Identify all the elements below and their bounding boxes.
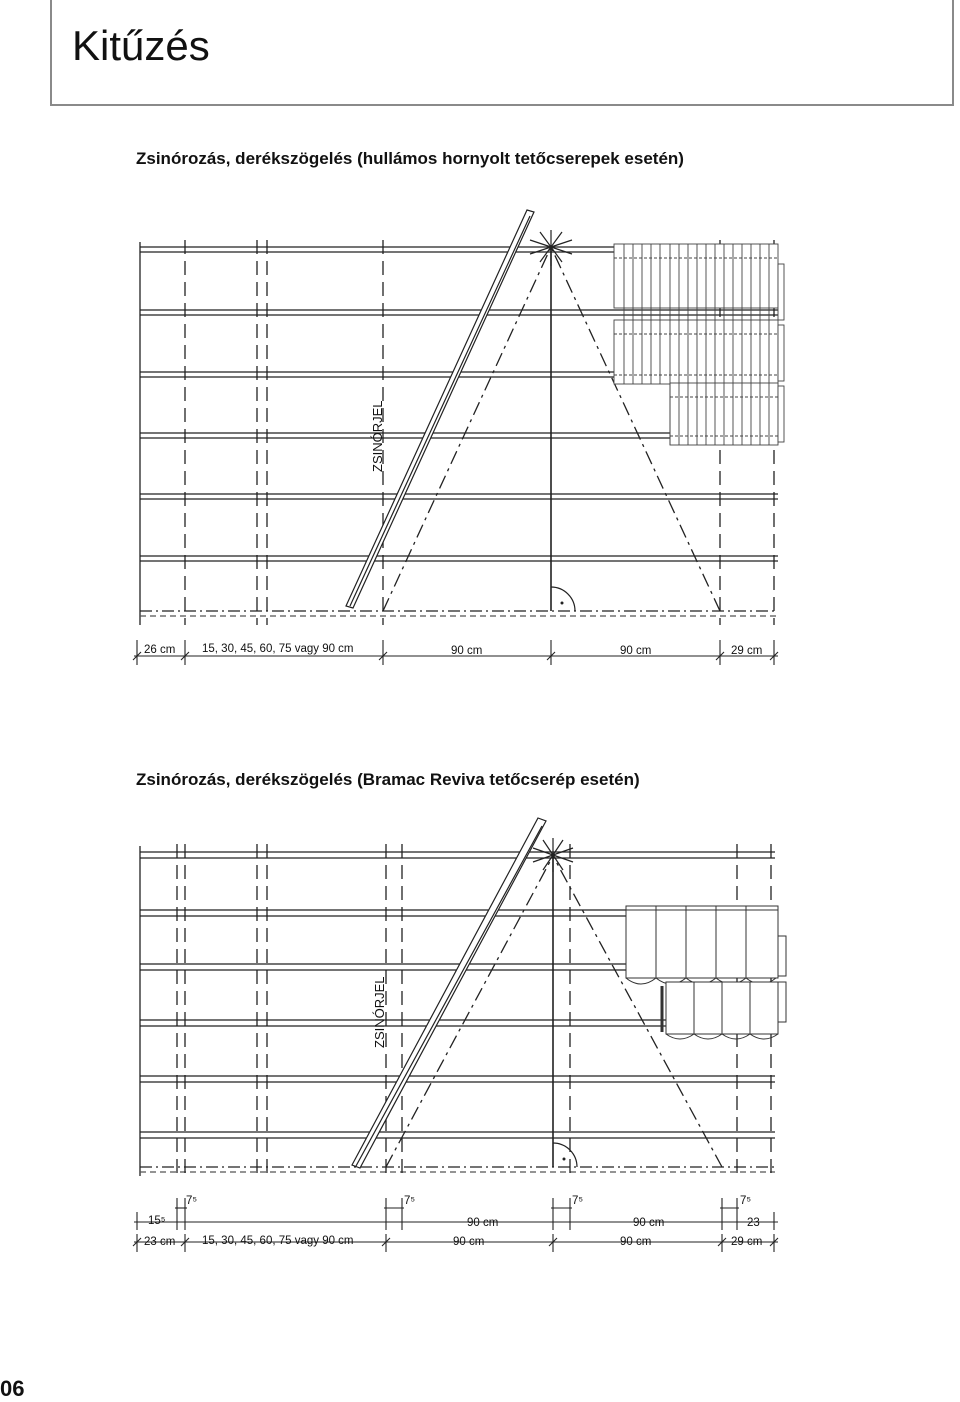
- dim-range-2: 15, 30, 45, 60, 75 vagy 90 cm: [202, 1235, 354, 1247]
- dim-29cm: 29 cm: [731, 645, 763, 657]
- dim-23cm: 23 cm: [144, 1236, 176, 1248]
- dim-90cm-left: 90 cm: [451, 645, 483, 657]
- dim-90cm-upper-right: 90 cm: [633, 1217, 665, 1229]
- diagram-reviva-tiles: [0, 810, 960, 1280]
- string-mark-label: ZSINÓRJEL: [370, 400, 385, 472]
- page-title: Kitűzés: [72, 22, 210, 69]
- reviva-tiles: [626, 906, 786, 1039]
- upper-dimension-line: [134, 1198, 778, 1230]
- dim-7-5-a: 7⁵: [186, 1195, 198, 1207]
- dim-90cm-lower-right: 90 cm: [620, 1236, 652, 1248]
- page-number: 06: [0, 1376, 25, 1401]
- dim-15-5: 15⁵: [148, 1215, 166, 1227]
- dim-29cm-2: 29 cm: [731, 1236, 763, 1248]
- title-box: [50, 0, 954, 106]
- dim-90cm-right: 90 cm: [620, 645, 652, 657]
- dim-7-5-d: 7⁵: [740, 1195, 752, 1207]
- dim-7-5-c: 7⁵: [572, 1195, 584, 1207]
- diagram-corrugated-tiles: [0, 200, 960, 680]
- dim-26cm: 26 cm: [144, 644, 176, 656]
- section2-caption: Zsinórozás, derékszögelés (Bramac Reviva tetőcserép esetén): [136, 770, 640, 789]
- string-mark-label: ZSINÓRJEL: [372, 976, 387, 1048]
- dim-90cm-lower-left: 90 cm: [453, 1236, 485, 1248]
- section1-caption: Zsinórozás, derékszögelés (hullámos hornyolt tetőcserepek esetén): [136, 149, 684, 168]
- dim-90cm-upper-left: 90 cm: [467, 1217, 499, 1229]
- dim-range: 15, 30, 45, 60, 75 vagy 90 cm: [202, 643, 354, 655]
- dim-7-5-b: 7⁵: [404, 1195, 416, 1207]
- dim-23: 23: [747, 1217, 760, 1229]
- corrugated-tiles: [614, 244, 784, 445]
